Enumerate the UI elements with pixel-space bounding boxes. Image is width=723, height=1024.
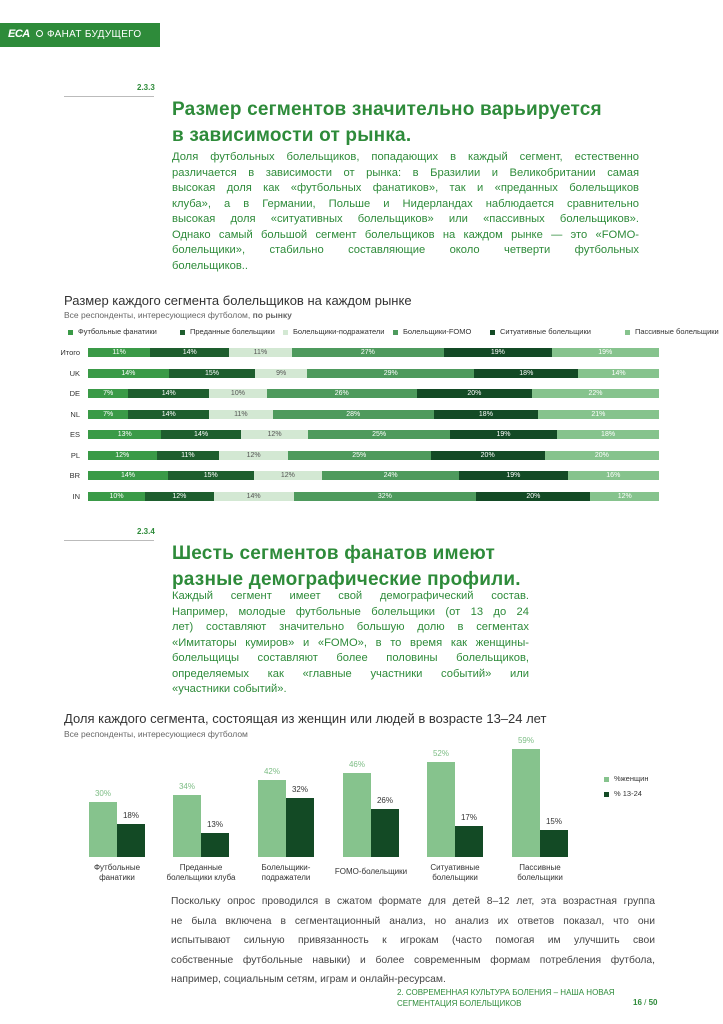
bar-segment: 20% <box>417 389 532 398</box>
category-label <box>72 863 162 883</box>
section-body <box>172 589 529 698</box>
legend-swatch <box>604 777 609 782</box>
bar-segment: 20% <box>476 492 590 501</box>
body-line: Однако самый большой сегмент болельщиков на каждом рынке — это «FOMO- <box>172 228 639 241</box>
category-label-line: Болельщики- <box>261 863 311 872</box>
category-label-line: FOMO-болельщики <box>334 867 408 876</box>
legend-swatch <box>490 330 495 335</box>
chart1-subtitle <box>64 310 292 320</box>
bar-segment: 10% <box>88 492 145 501</box>
legend-label: Болельщики-подражатели <box>293 327 385 336</box>
legend-swatch <box>283 330 288 335</box>
chart2-title: Доля каждого сегмента, состоящая из женщин или людей в возрасте 13–24 лет <box>64 711 547 726</box>
bar-segment: 11% <box>209 410 272 419</box>
bar-value-label: 15% <box>545 816 562 826</box>
bar-segment: 14% <box>578 369 659 378</box>
legend-item <box>625 327 719 336</box>
body-line: клуба», а в Германии, Польше и Нидерландах наблюдается сравнительно <box>172 197 639 210</box>
bar-segment: 11% <box>88 348 150 357</box>
bar-segment: 16% <box>568 471 659 480</box>
bar-value-label: 32% <box>291 785 308 795</box>
bar-segment: 20% <box>545 451 659 460</box>
legend-item <box>604 774 649 783</box>
bar-segment: 19% <box>552 348 659 357</box>
body-line: высокая доля «ситуативных болельщиков» или «пассивных болельщиков». <box>172 213 639 225</box>
bar-segment: 14% <box>88 369 169 378</box>
body-line: «Имитаторы кумиров» и «FOMO», в то время как женщины- <box>172 636 529 649</box>
legend-item <box>393 327 471 336</box>
header-title: ФАНАТ БУДУЩЕГО <box>47 29 142 40</box>
bar-segment: 7% <box>88 410 128 419</box>
chart1-title: Размер каждого сегмента болельщиков на каждом рынке <box>64 293 412 308</box>
vertical-bar <box>201 833 229 857</box>
body-line: Поскольку опрос проводился в сжатом формате для детей 8–12 лет, эта возрастная группа <box>171 896 655 907</box>
body-line: например, социальным сетям, играм и онлайн-ресурсам. <box>171 974 446 985</box>
legend-item <box>180 327 275 336</box>
page-number: 16 / 50 <box>633 998 658 1007</box>
bar-segment: 14% <box>128 410 209 419</box>
bar-segment: 11% <box>229 348 291 357</box>
footer-section <box>397 987 614 1009</box>
bar-segment: 25% <box>308 430 449 439</box>
vertical-bar <box>371 809 399 857</box>
section-number: 2.3.4 <box>137 527 155 536</box>
row-label: BR <box>69 471 80 480</box>
bar-segment: 12% <box>241 430 309 439</box>
bar-segment: 19% <box>459 471 567 480</box>
body-line: болельщики», стабильно составляющие около четверти футбольных <box>172 244 639 256</box>
section-heading <box>172 97 692 149</box>
bar-segment: 22% <box>532 389 659 398</box>
legend-item <box>490 327 591 336</box>
section-divider <box>64 96 154 97</box>
bar-value-label: 59% <box>517 736 534 746</box>
legend-item <box>68 327 157 336</box>
bar-segment: 14% <box>214 492 294 501</box>
row-label: IN <box>72 491 80 501</box>
subtitle-bold: по рынку <box>252 310 292 320</box>
legend-label: Пассивные болельщики <box>635 327 719 336</box>
bar-segment: 18% <box>474 369 578 378</box>
bar-segment: 20% <box>431 451 545 460</box>
vertical-bar <box>117 824 145 857</box>
category-label <box>410 863 500 883</box>
bar-segment: 14% <box>161 430 240 439</box>
category-label-line: Ситуативные <box>430 863 480 872</box>
vertical-bar <box>343 773 371 857</box>
bar-segment: 18% <box>557 430 659 439</box>
bar-value-label: 18% <box>122 811 139 821</box>
stacked-bar <box>88 430 659 439</box>
subtitle-text: Все респонденты, интересующиеся футболом, <box>64 310 251 320</box>
legend-swatch <box>604 792 609 797</box>
legend-swatch <box>180 330 185 335</box>
category-label <box>156 863 246 883</box>
bar-value-label: 17% <box>460 812 477 822</box>
vertical-bar <box>286 798 314 857</box>
bar-segment: 7% <box>88 389 128 398</box>
body-line: не была включена в сегментационный анализ, но анализ их ответов показал, что они <box>171 915 655 927</box>
body-line: лет) составляют значительно большую долю в сегментах <box>172 621 529 633</box>
row-label: PL <box>70 450 80 460</box>
bar-segment: 15% <box>168 471 254 480</box>
stacked-bar <box>88 492 659 501</box>
heading-line: Размер сегментов значительно варьируется <box>172 99 602 120</box>
row-label: UK <box>69 368 80 378</box>
bar-segment: 21% <box>538 410 659 419</box>
row-label: NL <box>70 409 80 419</box>
bar-value-label: 13% <box>206 820 223 830</box>
bar-segment: 25% <box>288 451 431 460</box>
category-label-line: Преданные <box>179 863 223 872</box>
stacked-bar <box>88 369 659 378</box>
category-label-line: Футбольные <box>93 863 141 872</box>
bar-segment: 27% <box>292 348 445 357</box>
logo-mark-icon <box>36 30 43 37</box>
section-number: 2.3.3 <box>137 83 155 92</box>
legend-label: Болельщики-FOMO <box>403 327 472 336</box>
category-label-line: фанатики <box>99 873 135 882</box>
eca-logo: ECA <box>8 28 30 40</box>
stacked-bar <box>88 471 659 480</box>
legend-label: %женщин <box>614 774 649 783</box>
body-line: болельщицы составляют более половины болельщиков, <box>172 652 529 664</box>
body-line: «участники событий». <box>172 683 287 695</box>
body-line: испытывают сильную привязанность к игрокам (часто помогая им улучшить свои <box>171 935 655 946</box>
bar-segment: 14% <box>88 471 168 480</box>
bar-segment: 18% <box>434 410 538 419</box>
bar-segment: 26% <box>267 389 417 398</box>
bar-value-label: 46% <box>348 759 365 769</box>
bar-segment: 14% <box>128 389 209 398</box>
legend-item <box>283 327 385 336</box>
row-label: ES <box>69 430 80 439</box>
footer-line: СЕГМЕНТАЦИЯ БОЛЕЛЬЩИКОВ <box>397 999 522 1008</box>
legend-label: Футбольные фанатики <box>78 327 157 336</box>
legend-label: % 13-24 <box>614 789 642 798</box>
bar-segment: 19% <box>450 430 557 439</box>
bar-segment: 28% <box>273 410 434 419</box>
category-label-line: подражатели <box>261 873 311 882</box>
body-line: собственные футбольные навыки) и более современным формам потребления футбола, <box>171 954 655 966</box>
legend-swatch <box>625 330 630 335</box>
body-line: Каждый сегмент имеет свой демографический состав. <box>172 590 529 602</box>
heading-line: в зависимости от рынка. <box>172 125 412 146</box>
page-current: 16 <box>633 998 642 1007</box>
legend-label: Преданные болельщики <box>190 327 275 336</box>
bar-value-label: 34% <box>178 781 195 791</box>
category-label <box>326 867 416 877</box>
bar-segment: 11% <box>157 451 220 460</box>
section-body <box>172 150 639 274</box>
header-bar <box>0 23 160 47</box>
body-line: различается в зависимости от рынка: в Бразилии и Великобритании самая <box>172 166 639 179</box>
body-line: высокая доля как «футбольных фанатиков», так и «преданных болельщиков <box>172 182 639 194</box>
stacked-bar <box>88 348 659 357</box>
bar-segment: 13% <box>88 430 161 439</box>
row-label: DE <box>69 389 80 398</box>
row-label: Итого <box>60 348 80 357</box>
bar-segment: 19% <box>444 348 551 357</box>
bar-segment: 12% <box>254 471 323 480</box>
bar-value-label: 30% <box>94 789 111 799</box>
legend-swatch <box>393 330 398 335</box>
vertical-bar <box>455 826 483 857</box>
category-label-line: Пассивные <box>519 863 561 872</box>
section-heading <box>172 541 572 593</box>
section-divider <box>64 540 154 541</box>
category-label-line: болельщики клуба <box>166 873 236 882</box>
vertical-bar <box>512 749 540 857</box>
bar-segment: 12% <box>590 492 659 501</box>
legend-label: Ситуативные болельщики <box>500 327 591 336</box>
heading-line: разные демографические профили. <box>172 569 521 590</box>
body-line: Например, молодые футбольные болельщики (от 13 до 24 <box>172 605 529 618</box>
bar-segment: 9% <box>255 369 307 378</box>
stacked-bar <box>88 410 659 419</box>
bar-segment: 12% <box>145 492 214 501</box>
bar-value-label: 42% <box>263 767 280 777</box>
legend-swatch <box>68 330 73 335</box>
bar-value-label: 26% <box>376 796 393 806</box>
stacked-bar <box>88 389 659 398</box>
heading-line: Шесть сегментов фанатов имеют <box>172 543 496 564</box>
footnote-body <box>171 892 655 990</box>
bar-segment: 29% <box>307 369 474 378</box>
bar-segment: 12% <box>219 451 288 460</box>
footer-line: 2. СОВРЕМЕННАЯ КУЛЬТУРА БОЛЕНИЯ – НАША НОВАЯ <box>397 988 615 997</box>
bar-value-label: 52% <box>432 748 449 758</box>
category-label <box>241 863 331 883</box>
legend-item <box>604 789 642 798</box>
bar-segment: 32% <box>294 492 477 501</box>
bar-segment: 14% <box>150 348 229 357</box>
body-line: определяемых как «главные участники событий» или <box>172 667 529 680</box>
bar-segment: 15% <box>169 369 256 378</box>
category-label <box>495 863 585 883</box>
bar-segment: 12% <box>88 451 157 460</box>
bar-segment: 24% <box>322 471 459 480</box>
stacked-bar <box>88 451 659 460</box>
body-line: Доля футбольных болельщиков, попадающих в каждый сегмент, естественно <box>172 151 639 163</box>
bar-segment: 10% <box>209 389 267 398</box>
body-line: болельщиков.. <box>172 259 248 272</box>
category-label-line: болельщики <box>517 873 563 882</box>
vertical-bar <box>427 762 455 857</box>
category-label-line: болельщики <box>432 873 478 882</box>
page-total: 50 <box>648 998 658 1007</box>
vertical-bar <box>540 830 568 857</box>
chart2-subtitle: Все респонденты, интересующиеся футболом <box>64 729 248 739</box>
